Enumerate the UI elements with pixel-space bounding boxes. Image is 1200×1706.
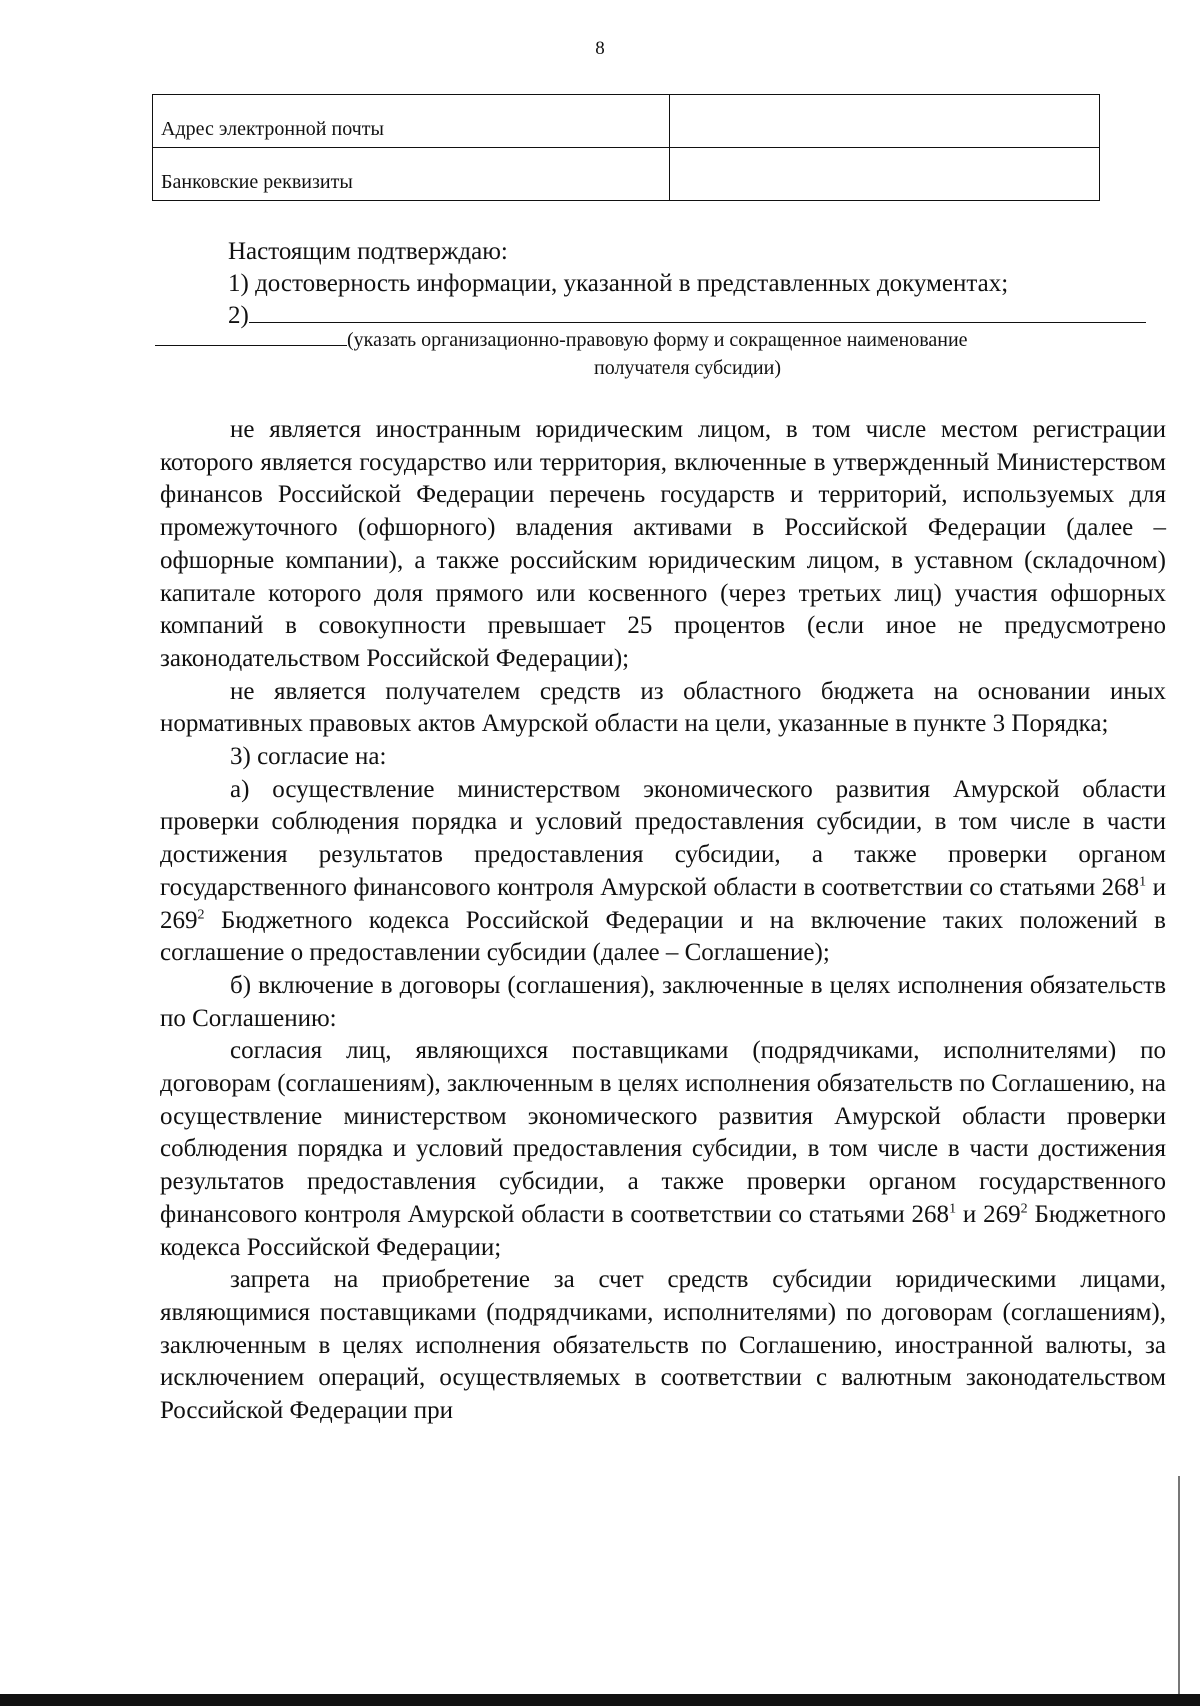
- fill-in-line: [155, 327, 347, 346]
- text-run: Бюджетного кодекса Российской Федерации;: [160, 1200, 1166, 1261]
- paragraph-consent-b: б) включение в договоры (соглашения), заключенные в целях исполнения обязательств по Соглашению:: [160, 971, 1166, 1032]
- superscript: 1: [1139, 874, 1147, 890]
- text-run: и 269: [160, 873, 1166, 934]
- hint-line-2: получателя субсидии): [594, 357, 781, 379]
- paragraph-suppliers: [160, 1035, 1166, 1264]
- text-run: Бюджетного кодекса Российской Федерации и на включение таких положений в соглашение о предоставлении субсидии (далее – Соглашение);: [160, 906, 1166, 967]
- confirmation-block: [228, 236, 1166, 332]
- paragraph-offshore: не является иностранным юридическим лицом, в том числе местом регистрации которого является государство или территория, включенные в утвержденный Министерством финансов Российской Федерации перечень государств и территорий, используемых для промежуточного (офшорного) владения активами в Российской Федерации (далее – офшорные компании), а также российским юридическим лицом, в уставном (складочном) капитале которого доля прямого или косвенного (через третьих лиц) участия офшорных компаний в совокупности превышает 25 процентов (если иное не предусмотрено законодательством Российской Федерации);: [160, 416, 1166, 672]
- table-cell-label: Банковские реквизиты: [153, 148, 670, 201]
- table-cell-label: Адрес электронной почты: [153, 95, 670, 148]
- paragraph-consent: 3) согласие на:: [230, 743, 387, 771]
- fill-in-line: [249, 300, 1146, 323]
- table-row: [153, 148, 1100, 201]
- paragraph-currency-ban: запрета на приобретение за счет средств субсидии юридическими лицами, являющимися поставщиками (подрядчиками, исполнителями) по договорам (соглашениям), заключенным в целях исполнения обязательств по Соглашению, иностранной валюты, за исключением операций, осуществляемых в соответствии с валютным законодательством Российской Федерации при: [160, 1266, 1166, 1425]
- table-cell-value: [670, 148, 1100, 201]
- table-row: [153, 95, 1100, 148]
- item-2-prefix: 2): [228, 302, 249, 329]
- superscript: 1: [949, 1201, 957, 1217]
- page-number: 8: [595, 38, 605, 59]
- requisites-table: [152, 94, 1100, 201]
- fill-in-hint: [155, 326, 1165, 382]
- scan-bottom-border: [0, 1694, 1200, 1706]
- scan-edge-line: [1178, 1476, 1180, 1694]
- document-body: [160, 414, 1166, 1428]
- hint-line-1: (указать организационно-правовую форму и сокращенное наименование: [347, 329, 968, 351]
- superscript: 2: [197, 907, 205, 923]
- paragraph-budget: не является получателем средств из областного бюджета на основании иных нормативных правовых актов Амурской области на цели, указанные в пункте 3 Порядка;: [160, 677, 1166, 738]
- confirmation-item-1: 1) достоверность информации, указанной в представленных документах;: [228, 270, 1009, 297]
- text-run: и 269: [956, 1200, 1021, 1228]
- superscript: 2: [1020, 1201, 1028, 1217]
- paragraph-consent-a: [160, 774, 1166, 970]
- table-cell-value: [670, 95, 1100, 148]
- confirmation-intro: Настоящим подтверждаю:: [228, 238, 508, 265]
- text-run: а) осуществление министерством экономического развития Амурской области проверки соблюдения порядка и условий предоставления субсидии, в том числе в части достижения результатов предоставления субсидии, а также проверки органом государственного финансового контроля Амурской области в соответствии со статьями 268: [160, 775, 1166, 901]
- text-run: согласия лиц, являющихся поставщиками (подрядчиками, исполнителями) по договорам (соглашениям), заключенным в целях исполнения обязательств по Соглашению, на осуществление министерством экономического развития Амурской области проверки соблюдения порядка и условий предоставления субсидии, в том числе в части достижения результатов предоставления субсидии, а также проверки органом государственного финансового контроля Амурской области в соответствии со статьями 268: [160, 1037, 1166, 1228]
